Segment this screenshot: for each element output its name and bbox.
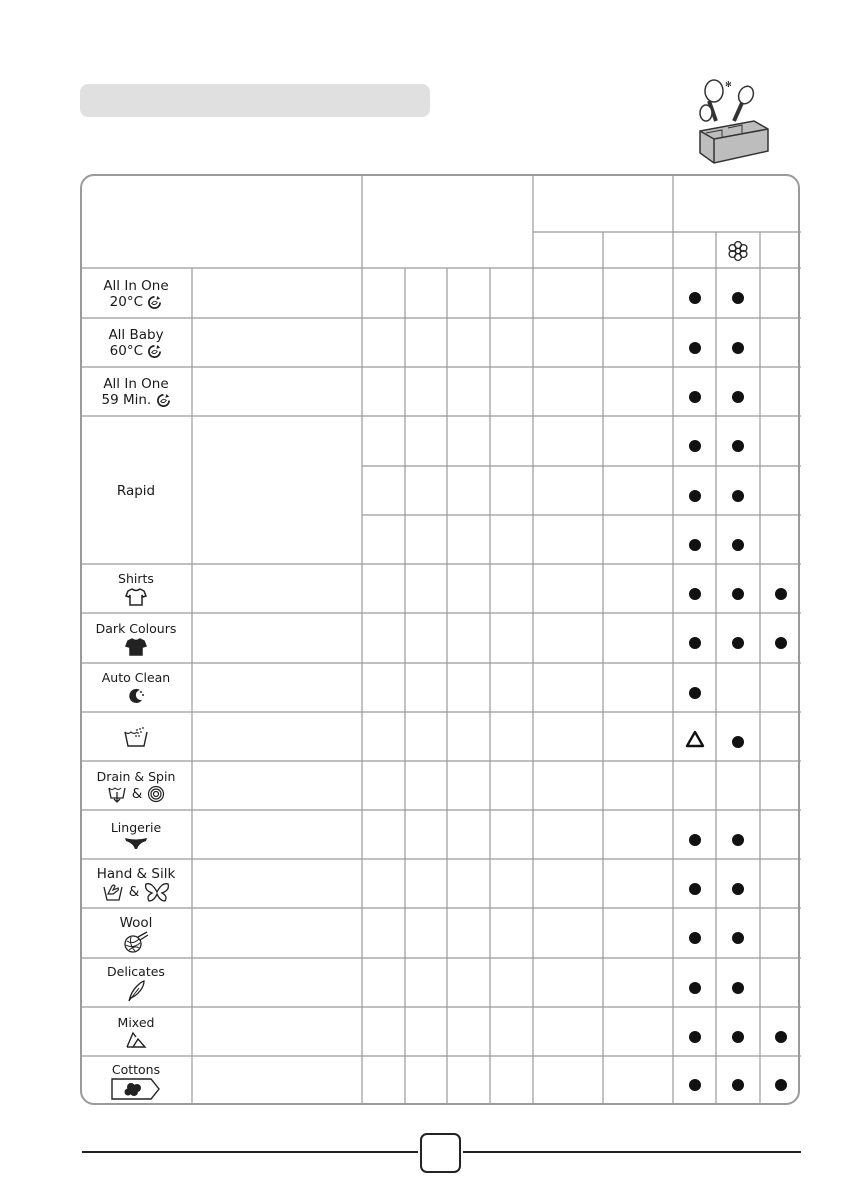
programme-shirts: [80, 565, 192, 613]
detergent-dot: [732, 342, 744, 354]
svg-text:✻: ✻: [725, 80, 732, 89]
programme-hand-silk: [80, 860, 192, 908]
detergent-dot: [689, 883, 701, 895]
programme-name: Drain & Spin: [96, 769, 176, 784]
programme-name: Delicates: [107, 964, 165, 979]
shirt-icon: [125, 587, 147, 607]
detergent-dot: [775, 588, 787, 600]
detergent-dot: [689, 588, 701, 600]
programme-cottons: [80, 1057, 192, 1105]
butterfly-icon: [144, 882, 170, 902]
programme-name: Hand & Silk: [96, 866, 176, 882]
detergent-dot: [689, 932, 701, 944]
detergent-triangle: [685, 730, 705, 748]
programme-delicates: [80, 959, 192, 1007]
programme-mixed: [80, 1008, 192, 1056]
dark-shirt-icon: [125, 637, 147, 657]
drain-icon: [107, 785, 127, 803]
detergent-dot: [732, 982, 744, 994]
detergent-dot: [689, 1079, 701, 1091]
spin-icon: [147, 785, 165, 803]
ampersand: &: [131, 786, 143, 802]
detergent-dot: [689, 1031, 701, 1043]
programme-lingerie: [80, 811, 192, 859]
detergent-dot: [732, 1031, 744, 1043]
programme-all-baby-60: [80, 319, 192, 367]
detergent-dot: [732, 440, 744, 452]
lingerie-icon: [124, 836, 148, 850]
footer-rule-left: [82, 1151, 418, 1153]
detergent-dot: [775, 637, 787, 649]
programme-name: Lingerie: [110, 820, 162, 835]
page-number-box: [420, 1133, 461, 1173]
detergent-dot: [775, 1031, 787, 1043]
programme-drain-spin: [80, 762, 192, 810]
programme-name: All In One: [103, 376, 169, 392]
detergent-dot: [689, 834, 701, 846]
detergent-dot: [732, 637, 744, 649]
programme-temp: 20°C: [109, 294, 144, 310]
programme-rapid: [80, 417, 192, 564]
programme-name: Shirts: [118, 571, 154, 586]
footer-rule-right: [463, 1151, 801, 1153]
detergent-dot: [689, 292, 701, 304]
programme-temp: 60°C: [109, 343, 144, 359]
programme-name: Dark Colours: [95, 620, 177, 636]
detergent-dot: [732, 391, 744, 403]
detergent-dot: [775, 1079, 787, 1091]
detergent-dot: [732, 490, 744, 502]
ampersand: &: [128, 884, 140, 900]
detergent-dot: [732, 292, 744, 304]
detergent-dot: [732, 834, 744, 846]
programme-name: Cottons: [111, 1062, 161, 1077]
eco-cycle-icon: [156, 393, 171, 408]
programme-all-in-one-20: [80, 270, 192, 318]
detergent-dot: [689, 490, 701, 502]
detergent-dot: [732, 883, 744, 895]
programme-rinse: [80, 713, 192, 761]
eco-cycle-icon: [147, 295, 162, 310]
detergent-dot: [689, 342, 701, 354]
programme-duration: 59 Min.: [101, 392, 152, 408]
programme-dark-colours: [80, 614, 192, 663]
detergent-dot: [689, 982, 701, 994]
detergent-dot: [732, 588, 744, 600]
detergent-dot: [732, 539, 744, 551]
programme-name: All Baby: [108, 327, 164, 343]
mixed-icon: [124, 1031, 148, 1049]
detergent-dot: [732, 736, 744, 748]
programme-auto-clean: [80, 664, 192, 712]
feather-icon: [127, 980, 145, 1002]
programme-name: Mixed: [117, 1015, 155, 1030]
eco-cycle-icon: [147, 344, 162, 359]
programme-name: Rapid: [116, 482, 156, 499]
detergent-dot: [689, 440, 701, 452]
detergent-dot: [689, 637, 701, 649]
hand-wash-icon: [102, 882, 124, 902]
flower-icon: [727, 240, 749, 262]
detergent-dot: [732, 932, 744, 944]
rinse-icon: [123, 726, 149, 748]
detergent-dot: [732, 1079, 744, 1091]
programme-wool: [80, 909, 192, 958]
detergent-dot: [689, 391, 701, 403]
programme-name: Auto Clean: [101, 670, 171, 685]
wool-icon: [123, 931, 149, 953]
programme-name: Wool: [119, 914, 153, 931]
programme-name: All In One: [103, 278, 169, 294]
detergent-dot: [689, 687, 701, 699]
auto-clean-icon: [126, 686, 146, 706]
detergent-dot: [689, 539, 701, 551]
programme-all-in-one-59: [80, 368, 192, 416]
cotton-icon: [111, 1078, 161, 1100]
